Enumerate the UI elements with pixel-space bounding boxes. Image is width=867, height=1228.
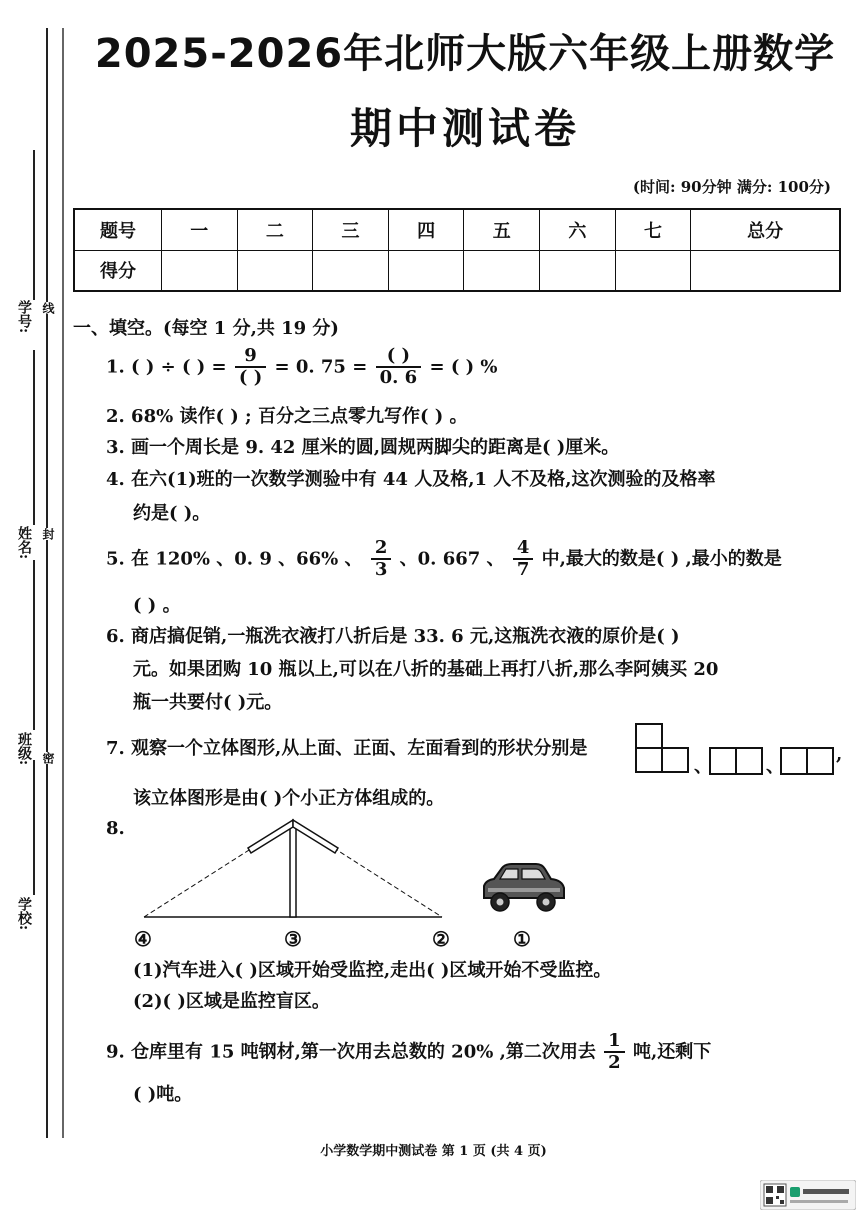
q1-fraction-2-numerator: ( ) xyxy=(386,345,411,366)
seal-mark-seal: 封 xyxy=(41,528,55,540)
exam-meta: (时间: 90分钟 满分: 100分) xyxy=(632,178,831,196)
score-cell[interactable] xyxy=(615,250,691,291)
score-cell[interactable] xyxy=(313,250,389,291)
q5-fraction-2-numerator: 4 xyxy=(516,537,530,558)
question-7-line-1: 7. 观察一个立体图形,从上面、正面、左面看到的形状分别是 xyxy=(106,738,588,759)
margin-rule-inner xyxy=(62,28,64,1138)
score-cell[interactable] xyxy=(540,250,616,291)
left-view-figure xyxy=(779,746,835,776)
q9-suffix: 吨,还剩下 xyxy=(632,1041,712,1063)
score-cell[interactable] xyxy=(237,250,313,291)
front-view-figure xyxy=(708,746,764,776)
score-header-cell: 五 xyxy=(464,209,540,250)
score-cell[interactable] xyxy=(464,250,540,291)
q7-separator-1: 、 xyxy=(694,756,712,777)
page-subtitle: 期中测试卷 xyxy=(349,104,580,153)
q9-prefix: 9. 仓库里有 15 吨钢材,第一次用去总数的 20% ,第二次用去 xyxy=(106,1041,596,1063)
score-header-cell: 六 xyxy=(540,209,616,250)
question-8-label: 8. xyxy=(106,818,125,839)
zone-marker-3: ③ xyxy=(284,927,302,951)
score-cell[interactable] xyxy=(691,250,840,291)
q5-fraction-1-numerator: 2 xyxy=(374,537,388,558)
camera-right-icon xyxy=(293,820,338,853)
top-view-figure xyxy=(634,722,690,776)
seal-mark-line: 线 xyxy=(41,302,55,314)
q9-fraction-numerator: 1 xyxy=(608,1030,621,1051)
question-6-line-2: 元。如果团购 10 瓶以上,可以在八折的基础上再打八折,那么李阿姨买 20 xyxy=(133,659,719,680)
q1-fraction-1 xyxy=(235,346,266,388)
question-9-line-2: ( )吨。 xyxy=(133,1084,193,1105)
name-label: 姓名: xyxy=(16,526,32,560)
question-1 xyxy=(106,346,498,388)
seal-mark-secret: 密 xyxy=(41,752,55,764)
question-9 xyxy=(106,1031,711,1073)
page-footer: 小学数学期中测试卷 第 1 页 (共 4 页) xyxy=(320,1144,547,1159)
q1-suffix: = ( ) % xyxy=(429,356,498,378)
score-table-score-row xyxy=(74,250,840,291)
q5-prefix: 5. 在 120% 、0. 9 、66% 、 xyxy=(106,548,363,570)
question-4-line-1: 4. 在六(1)班的一次数学测验中有 44 人及格,1 人不及格,这次测验的及格率 xyxy=(106,469,716,490)
question-5-line-2: ( ) 。 xyxy=(133,595,181,616)
score-row-label: 得分 xyxy=(74,250,162,291)
score-cell[interactable] xyxy=(388,250,464,291)
score-table-header-row xyxy=(74,209,840,250)
score-table xyxy=(73,208,841,292)
score-header-cell: 一 xyxy=(162,209,238,250)
zone-marker-4: ④ xyxy=(134,927,152,951)
q5-fraction-2-denominator: 7 xyxy=(513,558,534,581)
score-cell[interactable] xyxy=(162,250,238,291)
page-title: 2025-2026年北师大版六年级上册数学 xyxy=(94,31,836,77)
q5-fraction-2 xyxy=(513,538,534,580)
q5-fraction-1 xyxy=(371,538,392,580)
score-header-cell: 三 xyxy=(313,209,389,250)
q1-fraction-1-denominator: ( ) xyxy=(235,366,266,389)
question-3: 3. 画一个周长是 9. 42 厘米的圆,圆规两脚尖的距离是( )厘米。 xyxy=(106,437,620,458)
zone-marker-2: ② xyxy=(432,927,450,951)
margin-rule-outer xyxy=(46,28,48,1138)
q9-fraction xyxy=(604,1031,625,1073)
score-header-cell: 二 xyxy=(237,209,313,250)
q1-prefix: 1. ( ) ÷ ( ) = xyxy=(106,356,227,378)
school-label: 学校: xyxy=(16,897,32,931)
q9-fraction-denominator: 2 xyxy=(604,1051,625,1074)
q5-suffix: 中,最大的数是( ) ,最小的数是 xyxy=(541,548,782,570)
question-5 xyxy=(106,538,782,580)
score-header-cell: 总分 xyxy=(691,209,840,250)
section-heading: 一、填空。(每空 1 分,共 19 分) xyxy=(73,318,339,339)
question-2: 2. 68% 读作( ) ; 百分之三点零九写作( ) 。 xyxy=(106,406,468,427)
question-6-line-3: 瓶一共要付( )元。 xyxy=(133,692,283,713)
class-label: 班级: xyxy=(16,732,32,766)
name-underline xyxy=(33,350,35,525)
camera-left-icon xyxy=(248,820,293,853)
q1-fraction-2 xyxy=(376,346,422,388)
q1-fraction-2-denominator: 0. 6 xyxy=(376,366,422,389)
student-id-label: 学号: xyxy=(16,300,32,334)
q7-separator-2: 、 xyxy=(766,756,784,777)
question-7-line-2: 该立体图形是由( )个小正方体组成的。 xyxy=(133,788,445,809)
school-underline xyxy=(33,760,35,895)
scanner-watermark-logo xyxy=(760,1180,856,1210)
q1-middle: = 0. 75 = xyxy=(274,356,368,378)
q1-fraction-1-numerator: 9 xyxy=(244,345,257,366)
q5-fraction-1-denominator: 3 xyxy=(371,558,392,581)
q5-middle: 、0. 667 、 xyxy=(399,548,505,570)
question-8-part-1: (1)汽车进入( )区域开始受监控,走出( )区域开始不受监控。 xyxy=(133,960,612,981)
q7-end-comma: , xyxy=(836,744,843,765)
zone-marker-1: ① xyxy=(513,927,531,951)
question-8-part-2: (2)( )区域是监控盲区。 xyxy=(133,991,330,1012)
class-underline xyxy=(33,560,35,730)
score-header-cell: 七 xyxy=(615,209,691,250)
student-id-underline xyxy=(33,150,35,300)
surveillance-diagram xyxy=(130,810,470,925)
car-icon xyxy=(478,858,568,918)
score-header-cell: 题号 xyxy=(74,209,162,250)
question-6-line-1: 6. 商店搞促销,一瓶洗衣液打八折后是 33. 6 元,这瓶洗衣液的原价是( ) xyxy=(106,626,680,647)
question-4-line-2: 约是( )。 xyxy=(133,503,211,524)
score-header-cell: 四 xyxy=(388,209,464,250)
